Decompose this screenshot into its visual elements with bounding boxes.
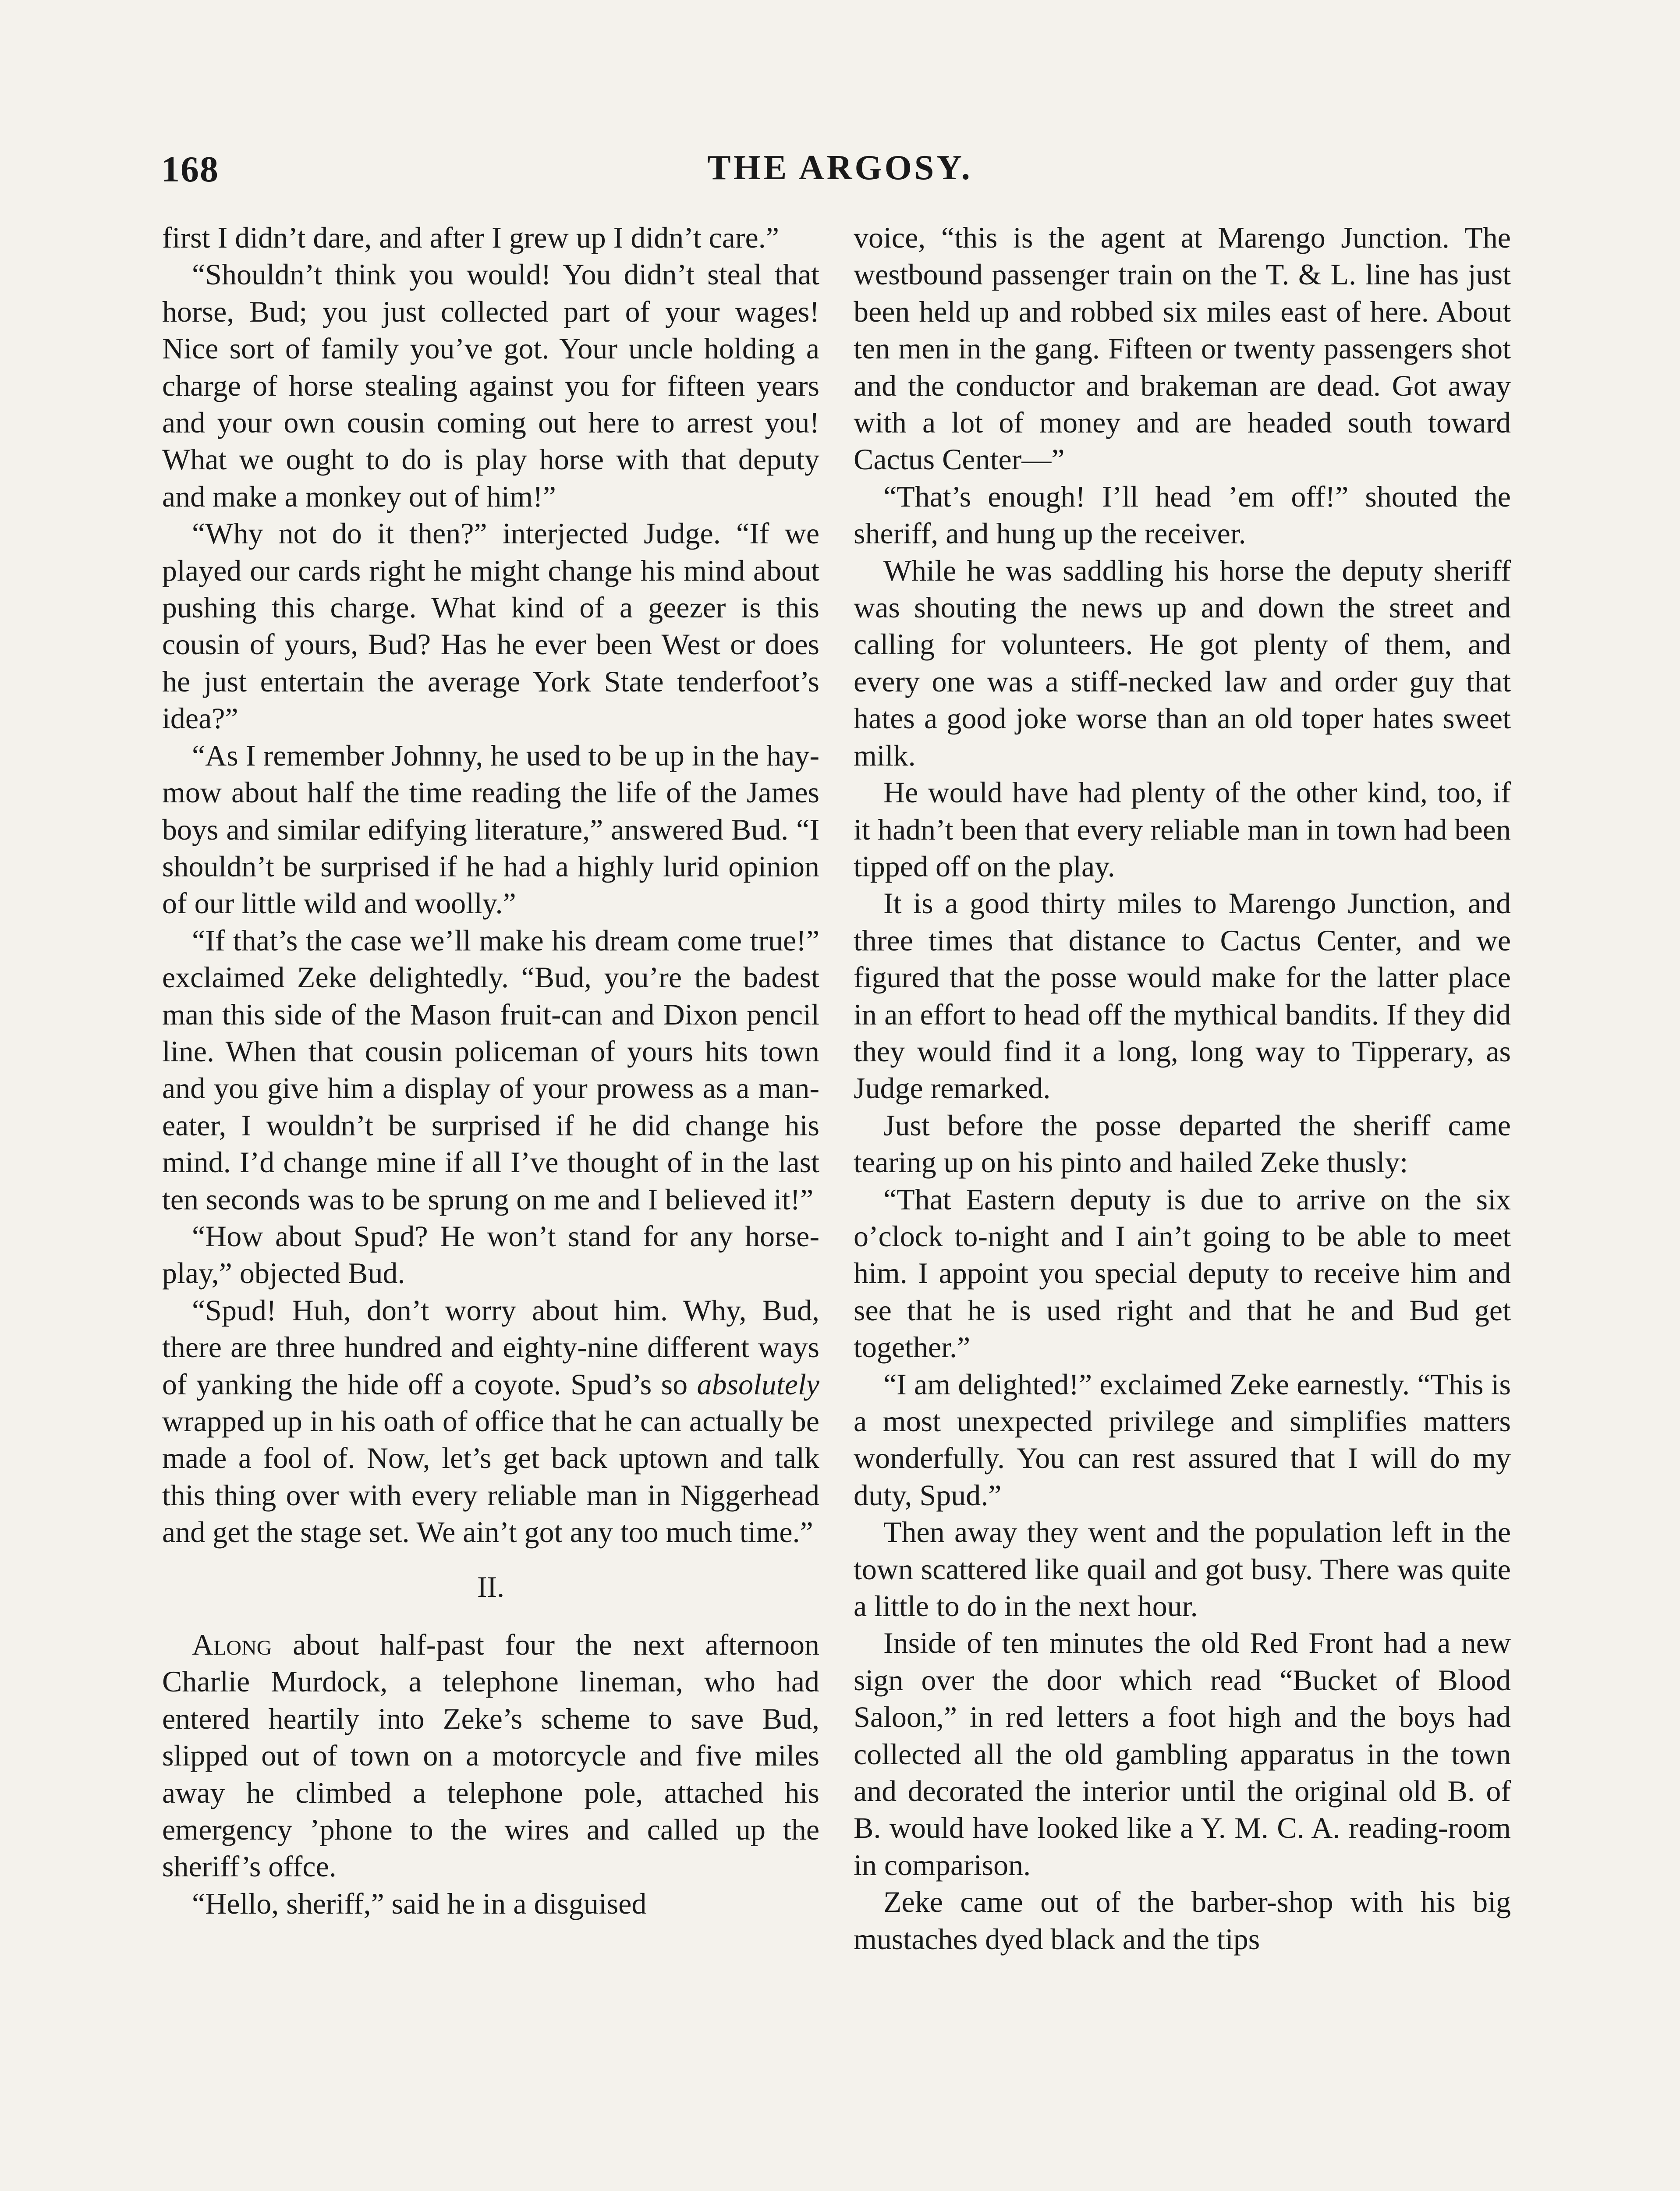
text-run: “Spud! Huh, don’t worry about him. Why, Bud, there are three hundred and eighty-nine different ways of yanking the hide off a coyote. Spud’s so [162, 1293, 819, 1401]
italic-text: absolutely [697, 1367, 819, 1401]
paragraph: He would have had plenty of the other kind, too, if it hadn’t been that every reliable man in town had been tipped off on the play. [854, 776, 1511, 883]
paragraph: “If that’s the case we’ll make his dream come true!” exclaimed Zeke delightedly. “Bud, you’re the badest man this side of the Mason fruit-can and Dixon pencil line. When that cousin policeman of yours hits town and you give him a display of your prowess as a man-eater, I wouldn’t be surprised if he did change his mind. I’d change mine if all I’ve thought of in the last ten seconds was to be sprung on me and I believed it!” [162, 923, 819, 1216]
paragraph [162, 1626, 819, 1885]
paragraph: “I am delighted!” exclaimed Zeke earnestly. “This is a most unexpected privilege and simplifies matters wonderfully. You can rest assured that I will do my duty, Spud.” [854, 1367, 1511, 1512]
paragraph: While he was saddling his horse the deputy sheriff was shouting the news up and down the street and calling for volunteers. He got plenty of them, and every one was a stiff-necked law and order guy that hates a good joke worse than an old toper hates sweet milk. [854, 553, 1511, 772]
paragraph: “That’s enough! I’ll head ’em off!” shouted the sheriff, and hung up the receiver. [854, 479, 1511, 550]
paragraph: “Hello, sheriff,” said he in a disguised [192, 1886, 647, 1920]
section-heading: II. [477, 1570, 505, 1603]
paragraph: It is a good thirty miles to Marengo Junction, and three times that distance to Cactus Center, and we figured that the posse would make for the latter place in an effort to head off the mythical bandits. If they did they would find it a long, long way to Tipperary, as Judge remarked. [854, 886, 1511, 1105]
small-caps-lead: Along [192, 1628, 272, 1662]
running-title: THE ARGOSY. [707, 149, 973, 187]
paragraph: Inside of ten minutes the old Red Front had a new sign over the door which read “Bucket of Blood Saloon,” in red letters a foot high and the boys had collected all the old gambling apparatus in the town and decorated the interior until the original old B. of B. would have looked like a Y. M. C. A. reading-room in comparison. [854, 1626, 1511, 1882]
paragraph: “That Eastern deputy is due to arrive on the six o’clock to-night and I ain’t going to be able to meet him. I appoint you special deputy to receive him and see that he is used right and that he and Bud get together.” [854, 1182, 1511, 1364]
text-run: wrapped up in his oath of office that he can actually be made a fool of. Now, let’s get back uptown and talk this thing over with every reliable man in Niggerhead and get the stage set. We ain’t got any too much time.” [162, 1404, 819, 1549]
paragraph: Zeke came out of the barber-shop with his big mustaches dyed black and the tips [854, 1885, 1511, 1956]
text-run: about half-past four the next afternoon Charlie Murdock, a telephone lineman, who had entered heartily into Zeke’s scheme to save Bud, slipped out of town on a motorcycle and five miles away he climbed a telephone pole, attached his emergency ’phone to the wires and called up the sheriff’s offce. [162, 1628, 819, 1883]
right-column [854, 219, 1511, 1957]
paragraph: Just before the posse departed the sheriff came tearing up on his pinto and hailed Zeke thusly: [854, 1108, 1511, 1179]
paragraph: Then away they went and the population left in the town scattered like quail and got busy. There was quite a little to do in the next hour. [854, 1515, 1511, 1623]
paragraph: “Why not do it then?” interjected Judge. “If we played our cards right he might change his mind about pushing this charge. What kind of a geezer is this cousin of yours, Bud? Has he ever been West or does he just entertain the average York State tenderfoot’s idea?” [162, 517, 819, 735]
paragraph: voice, “this is the agent at Marengo Junction. The westbound passenger train on the T. & L. line has just been held up and robbed six miles east of here. About ten men in the gang. Fifteen or twenty passengers shot and the conductor and brakeman are dead. Got away with a lot of money and are headed south toward Cactus Center—” [854, 221, 1511, 476]
page-number: 168 [161, 149, 219, 190]
left-column [162, 219, 819, 1922]
paragraph [162, 1292, 819, 1551]
paragraph: “As I remember Johnny, he used to be up in the hay-mow about half the time reading the life of the James boys and similar edifying literature,” answered Bud. “I shouldn’t be surprised if he had a highly lurid opinion of our little wild and woolly.” [162, 738, 819, 920]
paragraph: “Shouldn’t think you would! You didn’t steal that horse, Bud; you just collected part of your wages! Nice sort of family you’ve got. Your uncle holding a charge of horse stealing against you for fifteen years and your own cousin coming out here to arrest you! What we ought to do is play horse with that deputy and make a monkey out of him!” [162, 258, 819, 513]
paragraph: first I didn’t dare, and after I grew up I didn’t care.” [162, 221, 779, 254]
paragraph: “How about Spud? He won’t stand for any horse-play,” objected Bud. [162, 1219, 819, 1290]
